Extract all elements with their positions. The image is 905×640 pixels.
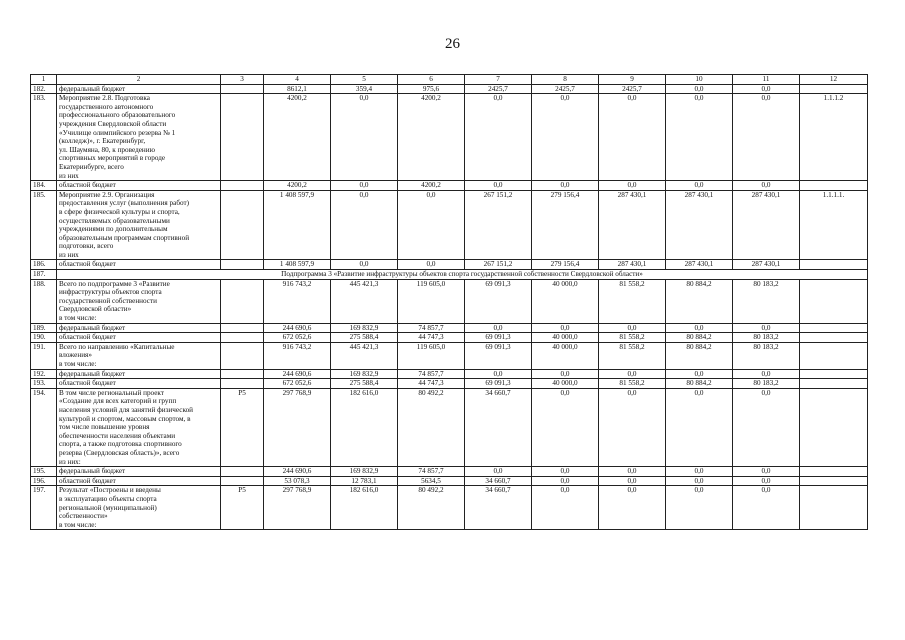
row-number: 186. bbox=[31, 260, 57, 270]
value-cell: 34 660,7 bbox=[465, 486, 532, 530]
value-cell: 0,0 bbox=[532, 476, 599, 486]
value-cell: 12 783,1 bbox=[331, 476, 398, 486]
column-number: 1 bbox=[31, 75, 57, 85]
value-cell: 275 588,4 bbox=[331, 379, 398, 389]
row-number: 187. bbox=[31, 270, 57, 280]
value-cell: 0,0 bbox=[599, 476, 666, 486]
item-name: областной бюджет bbox=[57, 260, 221, 270]
target-reference: 1.1.1.2 bbox=[800, 94, 868, 181]
column-number: 2 bbox=[57, 75, 221, 85]
project-code bbox=[221, 260, 264, 270]
value-cell: 0,0 bbox=[532, 323, 599, 333]
value-cell: 672 052,6 bbox=[264, 379, 331, 389]
project-code bbox=[221, 84, 264, 94]
value-cell: 40 000,0 bbox=[532, 333, 599, 343]
value-cell: 0,0 bbox=[532, 467, 599, 477]
value-cell: 0,0 bbox=[331, 94, 398, 181]
value-cell: 0,0 bbox=[666, 467, 733, 477]
value-cell: 119 605,0 bbox=[398, 279, 465, 323]
value-cell: 0,0 bbox=[733, 84, 800, 94]
row-number: 190. bbox=[31, 333, 57, 343]
value-cell: 0,0 bbox=[465, 323, 532, 333]
value-cell: 0,0 bbox=[599, 467, 666, 477]
item-name: Результат «Построены и введены в эксплуатацию объекты спорта региональной (муниципальной) собственности» в том числе: bbox=[57, 486, 221, 530]
table-row bbox=[31, 190, 868, 260]
value-cell: 0,0 bbox=[331, 181, 398, 191]
item-name: В том числе региональный проект «Создание для всех категорий и групп населения условий для занятий физической культурой и спортом, массовым спортом, в том числе повышение уровня обеспеченности населения объектами спорта, а также подготовка спортивного резерва (Свердловская область)», всего из них: bbox=[57, 388, 221, 466]
target-reference bbox=[800, 84, 868, 94]
value-cell: 0,0 bbox=[465, 94, 532, 181]
value-cell: 0,0 bbox=[465, 467, 532, 477]
column-number: 3 bbox=[221, 75, 264, 85]
value-cell: 0,0 bbox=[666, 388, 733, 466]
value-cell: 244 690,6 bbox=[264, 323, 331, 333]
value-cell: 0,0 bbox=[599, 486, 666, 530]
value-cell: 0,0 bbox=[666, 84, 733, 94]
project-code bbox=[221, 323, 264, 333]
value-cell: 80 884,2 bbox=[666, 342, 733, 369]
value-cell: 287 430,1 bbox=[733, 260, 800, 270]
value-cell: 80 183,2 bbox=[733, 379, 800, 389]
value-cell: 0,0 bbox=[532, 181, 599, 191]
value-cell: 0,0 bbox=[532, 486, 599, 530]
value-cell: 0,0 bbox=[666, 323, 733, 333]
value-cell: 287 430,1 bbox=[599, 190, 666, 260]
value-cell: 40 000,0 bbox=[532, 379, 599, 389]
value-cell: 69 091,3 bbox=[465, 342, 532, 369]
item-name: Всего по направлению «Капитальные вложения» в том числе: bbox=[57, 342, 221, 369]
value-cell: 182 616,0 bbox=[331, 486, 398, 530]
row-number: 192. bbox=[31, 369, 57, 379]
section-row bbox=[31, 270, 868, 280]
table-row bbox=[31, 260, 868, 270]
value-cell: 169 832,9 bbox=[331, 369, 398, 379]
value-cell: 0,0 bbox=[398, 260, 465, 270]
project-code bbox=[221, 94, 264, 181]
value-cell: 0,0 bbox=[733, 467, 800, 477]
item-name: областной бюджет bbox=[57, 379, 221, 389]
value-cell: 2425,7 bbox=[465, 84, 532, 94]
target-reference bbox=[800, 476, 868, 486]
target-reference bbox=[800, 369, 868, 379]
value-cell: 287 430,1 bbox=[599, 260, 666, 270]
table-row bbox=[31, 279, 868, 323]
column-number: 11 bbox=[733, 75, 800, 85]
value-cell: 297 768,9 bbox=[264, 486, 331, 530]
row-number: 195. bbox=[31, 467, 57, 477]
value-cell: 34 660,7 bbox=[465, 388, 532, 466]
row-number: 194. bbox=[31, 388, 57, 466]
value-cell: 74 857,7 bbox=[398, 323, 465, 333]
row-number: 188. bbox=[31, 279, 57, 323]
page-number: 26 bbox=[445, 36, 460, 52]
row-number: 197. bbox=[31, 486, 57, 530]
project-code bbox=[221, 333, 264, 343]
value-cell: 0,0 bbox=[666, 486, 733, 530]
table-row bbox=[31, 84, 868, 94]
value-cell: 0,0 bbox=[599, 181, 666, 191]
target-reference bbox=[800, 333, 868, 343]
project-code bbox=[221, 342, 264, 369]
value-cell: 81 558,2 bbox=[599, 333, 666, 343]
value-cell: 81 558,2 bbox=[599, 379, 666, 389]
value-cell: 81 558,2 bbox=[599, 279, 666, 323]
target-reference bbox=[800, 323, 868, 333]
column-number: 7 bbox=[465, 75, 532, 85]
value-cell: 0,0 bbox=[666, 94, 733, 181]
project-code bbox=[221, 467, 264, 477]
value-cell: 445 421,3 bbox=[331, 342, 398, 369]
row-number: 193. bbox=[31, 379, 57, 389]
value-cell: 0,0 bbox=[733, 486, 800, 530]
value-cell: 0,0 bbox=[733, 181, 800, 191]
value-cell: 81 558,2 bbox=[599, 342, 666, 369]
value-cell: 0,0 bbox=[465, 369, 532, 379]
value-cell: 0,0 bbox=[532, 388, 599, 466]
value-cell: 0,0 bbox=[733, 388, 800, 466]
value-cell: 0,0 bbox=[599, 94, 666, 181]
value-cell: 0,0 bbox=[465, 181, 532, 191]
project-code bbox=[221, 279, 264, 323]
row-number: 189. bbox=[31, 323, 57, 333]
value-cell: 40 000,0 bbox=[532, 342, 599, 369]
value-cell: 0,0 bbox=[398, 190, 465, 260]
item-name: федеральный бюджет bbox=[57, 84, 221, 94]
item-name: Мероприятие 2.8. Подготовка государственного автономного профессионального образовательного учреждения Свердловской области «Училище олимпийского резерва № 1 (колледж)», г. Екатеринбург, ул. Шаумяна, 80, к проведению спортивных мероприятий в городе Екатеринбурге, всего из них bbox=[57, 94, 221, 181]
value-cell: 359,4 bbox=[331, 84, 398, 94]
project-code bbox=[221, 369, 264, 379]
column-number: 4 bbox=[264, 75, 331, 85]
row-number: 196. bbox=[31, 476, 57, 486]
target-reference bbox=[800, 379, 868, 389]
item-name: областной бюджет bbox=[57, 333, 221, 343]
value-cell: 80 492,2 bbox=[398, 388, 465, 466]
subprogram-title: Подпрограмма 3 «Развитие инфраструктуры объектов спорта государственной собственности Свердловской области» bbox=[57, 270, 868, 280]
value-cell: 0,0 bbox=[331, 190, 398, 260]
value-cell: 244 690,6 bbox=[264, 467, 331, 477]
table-row bbox=[31, 486, 868, 530]
value-cell: 4200,2 bbox=[398, 181, 465, 191]
value-cell: 287 430,1 bbox=[666, 260, 733, 270]
row-number: 185. bbox=[31, 190, 57, 260]
value-cell: 4200,2 bbox=[264, 181, 331, 191]
column-number: 12 bbox=[800, 75, 868, 85]
value-cell: 2425,7 bbox=[532, 84, 599, 94]
value-cell: 0,0 bbox=[733, 94, 800, 181]
value-cell: 80 884,2 bbox=[666, 279, 733, 323]
column-number: 9 bbox=[599, 75, 666, 85]
value-cell: 5634,5 bbox=[398, 476, 465, 486]
value-cell: 8612,1 bbox=[264, 84, 331, 94]
value-cell: 80 183,2 bbox=[733, 342, 800, 369]
target-reference bbox=[800, 486, 868, 530]
value-cell: 4200,2 bbox=[264, 94, 331, 181]
project-code bbox=[221, 476, 264, 486]
value-cell: 0,0 bbox=[733, 369, 800, 379]
value-cell: 445 421,3 bbox=[331, 279, 398, 323]
item-name: федеральный бюджет bbox=[57, 467, 221, 477]
value-cell: 0,0 bbox=[532, 369, 599, 379]
value-cell: 74 857,7 bbox=[398, 467, 465, 477]
value-cell: 975,6 bbox=[398, 84, 465, 94]
item-name: Всего по подпрограмме 3 «Развитие инфраструктуры объектов спорта государственной собственности Свердловской области» в том числе: bbox=[57, 279, 221, 323]
table-row bbox=[31, 342, 868, 369]
table-row bbox=[31, 333, 868, 343]
value-cell: 0,0 bbox=[666, 181, 733, 191]
target-reference bbox=[800, 279, 868, 323]
item-name: областной бюджет bbox=[57, 181, 221, 191]
value-cell: 69 091,3 bbox=[465, 279, 532, 323]
value-cell: 0,0 bbox=[599, 388, 666, 466]
value-cell: 0,0 bbox=[666, 369, 733, 379]
row-number: 191. bbox=[31, 342, 57, 369]
table-row bbox=[31, 388, 868, 466]
item-name: областной бюджет bbox=[57, 476, 221, 486]
target-reference bbox=[800, 342, 868, 369]
target-reference: 1.1.1.1. bbox=[800, 190, 868, 260]
table-header-row bbox=[31, 75, 868, 85]
value-cell: 0,0 bbox=[331, 260, 398, 270]
row-number: 184. bbox=[31, 181, 57, 191]
target-reference bbox=[800, 388, 868, 466]
value-cell: 74 857,7 bbox=[398, 369, 465, 379]
target-reference bbox=[800, 181, 868, 191]
value-cell: 2425,7 bbox=[599, 84, 666, 94]
project-code bbox=[221, 181, 264, 191]
value-cell: 169 832,9 bbox=[331, 323, 398, 333]
value-cell: 279 156,4 bbox=[532, 190, 599, 260]
column-number: 6 bbox=[398, 75, 465, 85]
value-cell: 275 588,4 bbox=[331, 333, 398, 343]
value-cell: 0,0 bbox=[599, 323, 666, 333]
value-cell: 182 616,0 bbox=[331, 388, 398, 466]
value-cell: 916 743,2 bbox=[264, 342, 331, 369]
value-cell: 244 690,6 bbox=[264, 369, 331, 379]
value-cell: 40 000,0 bbox=[532, 279, 599, 323]
value-cell: 916 743,2 bbox=[264, 279, 331, 323]
value-cell: 287 430,1 bbox=[733, 190, 800, 260]
value-cell: 44 747,3 bbox=[398, 333, 465, 343]
value-cell: 672 052,6 bbox=[264, 333, 331, 343]
row-number: 183. bbox=[31, 94, 57, 181]
value-cell: 69 091,3 bbox=[465, 379, 532, 389]
value-cell: 80 183,2 bbox=[733, 279, 800, 323]
column-number: 10 bbox=[666, 75, 733, 85]
value-cell: 44 747,3 bbox=[398, 379, 465, 389]
value-cell: 287 430,1 bbox=[666, 190, 733, 260]
value-cell: 279 156,4 bbox=[532, 260, 599, 270]
value-cell: 119 605,0 bbox=[398, 342, 465, 369]
value-cell: 0,0 bbox=[599, 369, 666, 379]
value-cell: 80 884,2 bbox=[666, 333, 733, 343]
column-number: 5 bbox=[331, 75, 398, 85]
value-cell: 0,0 bbox=[733, 476, 800, 486]
value-cell: 80 884,2 bbox=[666, 379, 733, 389]
value-cell: 69 091,3 bbox=[465, 333, 532, 343]
value-cell: 267 151,2 bbox=[465, 260, 532, 270]
table-row bbox=[31, 181, 868, 191]
value-cell: 0,0 bbox=[532, 94, 599, 181]
project-code bbox=[221, 190, 264, 260]
value-cell: 1 408 597,9 bbox=[264, 260, 331, 270]
value-cell: 169 832,9 bbox=[331, 467, 398, 477]
value-cell: 0,0 bbox=[733, 323, 800, 333]
item-name: федеральный бюджет bbox=[57, 323, 221, 333]
project-code: P5 bbox=[221, 388, 264, 466]
target-reference bbox=[800, 467, 868, 477]
table-row bbox=[31, 323, 868, 333]
value-cell: 53 078,3 bbox=[264, 476, 331, 486]
row-number: 182. bbox=[31, 84, 57, 94]
table-row bbox=[31, 379, 868, 389]
project-code: P5 bbox=[221, 486, 264, 530]
value-cell: 34 660,7 bbox=[465, 476, 532, 486]
value-cell: 80 183,2 bbox=[733, 333, 800, 343]
value-cell: 297 768,9 bbox=[264, 388, 331, 466]
column-number: 8 bbox=[532, 75, 599, 85]
value-cell: 1 408 597,9 bbox=[264, 190, 331, 260]
value-cell: 0,0 bbox=[666, 476, 733, 486]
value-cell: 4200,2 bbox=[398, 94, 465, 181]
project-code bbox=[221, 379, 264, 389]
table-row bbox=[31, 94, 868, 181]
target-reference bbox=[800, 260, 868, 270]
item-name: Мероприятие 2.9. Организация предоставления услуг (выполнения работ) в сфере физической культуры и спорта, осуществляемых образовательными учреждениями по дополнительным образовательным программам спортивной подготовки, всего из них bbox=[57, 190, 221, 260]
table-row bbox=[31, 476, 868, 486]
value-cell: 80 492,2 bbox=[398, 486, 465, 530]
budget-table bbox=[30, 74, 868, 530]
table-row bbox=[31, 467, 868, 477]
item-name: федеральный бюджет bbox=[57, 369, 221, 379]
table-row bbox=[31, 369, 868, 379]
value-cell: 267 151,2 bbox=[465, 190, 532, 260]
